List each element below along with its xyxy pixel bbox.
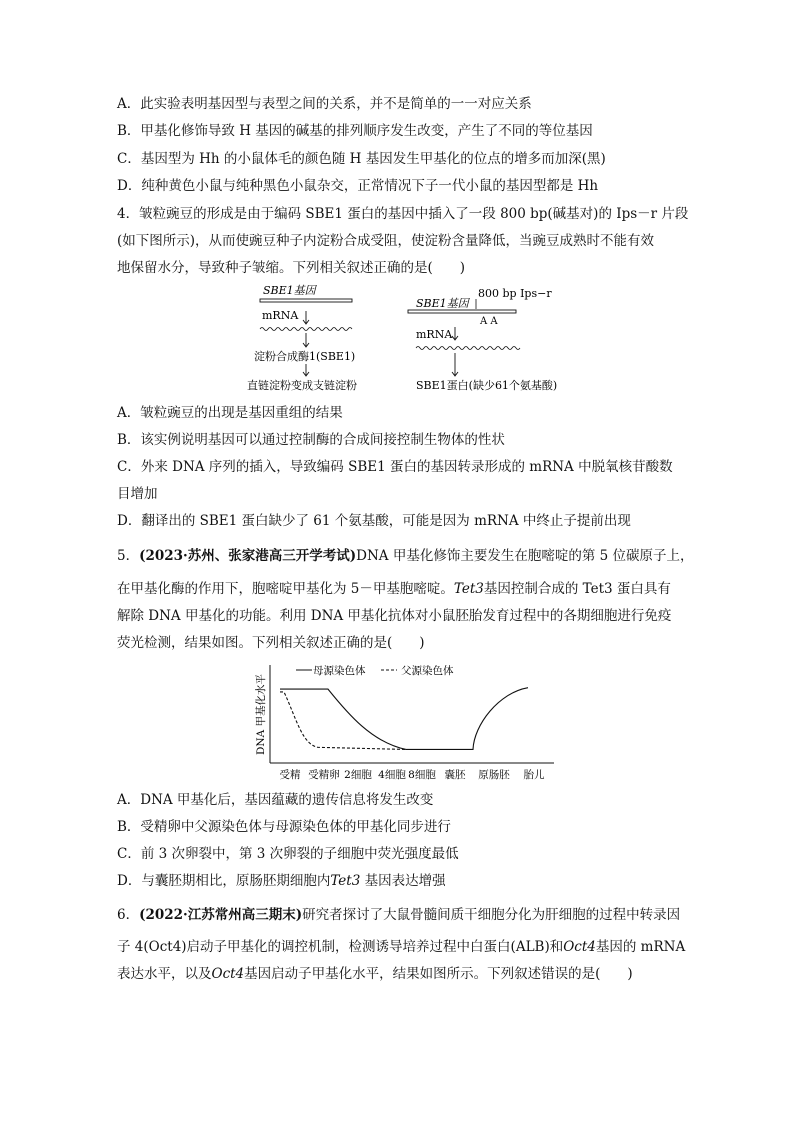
q6-gene-oct4-b: Oct4: [211, 966, 245, 982]
left-arrow-3: [303, 364, 309, 376]
q5-option-d: [117, 872, 446, 890]
x-tick-label: 4细胞: [378, 769, 406, 781]
q4-stem-line3: 地保留水分，导致种子皱缩。下列相关叙述正确的是( ): [117, 260, 466, 276]
legend-solid-label: 母源染色体: [313, 665, 366, 677]
series-line-maternal: [280, 688, 528, 750]
left-mrna-wave: [260, 328, 352, 331]
q5-stem-line3: 解除 DNA 甲基化的功能。利用 DNA 甲基化抗体对小鼠胚胎发育过程中的各期细胞进行免疫: [117, 608, 672, 624]
q4-option-a: A．皱粒豌豆的出现是基因重组的结果: [117, 405, 343, 421]
left-gene-label: SBE1基因: [263, 284, 316, 297]
left-arrow-1: [303, 311, 309, 324]
q5-option-d-gene: Tet3: [330, 873, 361, 889]
q4-option-b: B．该实例说明基因可以通过控制酶的合成间接控制生物体的性状: [117, 432, 505, 448]
x-tick-label: 囊胚: [444, 769, 466, 781]
right-arrow-2: [452, 353, 458, 376]
left-result-label: 直链淀粉变成支链淀粉: [247, 379, 357, 392]
q5-gene-tet3: Tet3: [453, 581, 484, 597]
q5-option-b: B．受精卵中父源染色体与母源染色体的甲基化同步进行: [117, 819, 451, 835]
q6-stem-line3: [117, 965, 633, 983]
q5-stem-line1: [117, 547, 694, 565]
q5-option-c: C．前 3 次卵裂中，第 3 次卵裂的子细胞中荧光强度最低: [117, 846, 459, 862]
q4-stem-line2: (如下图所示)，从而使豌豆种子内淀粉合成受阻，使淀粉含量降低，当豌豆成熟时不能有效: [117, 233, 655, 249]
q6-source: (2022·江苏常州高三期末): [139, 907, 303, 923]
q6-text-5: 基因启动子甲基化水平，结果如图所示。下列叙述错误的是( ): [244, 966, 633, 982]
q6-text-4: 表达水平，以及: [117, 966, 212, 982]
q5-option-a: A．DNA 甲基化后，基因蕴藏的遗传信息将发生改变: [117, 792, 434, 808]
right-insert-marks: A A: [480, 316, 498, 327]
q4-gene-diagram: [240, 283, 570, 395]
chart-y-label: DNA 甲基化水平: [255, 673, 267, 755]
x-tick-label: 原肠胚: [478, 769, 510, 781]
right-gene-bar: [408, 310, 516, 313]
q6-gene-oct4-a: Oct4: [563, 939, 596, 955]
q6-stem-line2: [117, 938, 685, 956]
q6-number: 6．: [117, 907, 140, 923]
methylation-chart: [250, 660, 560, 782]
right-mrna-label: mRNA: [416, 328, 453, 341]
left-arrow-2: [303, 333, 309, 347]
q4-stem-line1: 4．皱粒豌豆的形成是由于编码 SBE1 蛋白的基因中插入了一段 800 bp(碱基对)的 Ips－r 片段: [117, 206, 689, 222]
right-gene-label: SBE1基因: [416, 297, 469, 310]
q6-text-3: 基因的 mRNA: [595, 939, 686, 955]
right-insert-label: 800 bp Ips−r: [478, 287, 552, 300]
x-tick-label: 8细胞: [408, 769, 436, 781]
q6-text-1: 研究者探讨了大鼠骨髓间质干细胞分化为肝细胞的过程中转录因: [302, 907, 681, 923]
left-mrna-label: mRNA: [262, 309, 299, 322]
q5-text-2: 在甲基化酶的作用下，胞嘧啶甲基化为 5－甲基胞嘧啶。: [117, 581, 454, 597]
series-line-paternal: [280, 692, 406, 750]
legend-dash-label: 父源染色体: [401, 665, 454, 677]
right-mrna-wave: [416, 347, 520, 350]
left-gene-bar: [260, 299, 352, 302]
q3-option-b: B．甲基化修饰导致 H 基因的碱基的排列顺序发生改变，产生了不同的等位基因: [117, 123, 593, 139]
q5-text-1: DNA 甲基化修饰主要发生在胞嘧啶的第 5 位碳原子上，: [356, 548, 694, 564]
q4-option-c-cont: 目增加: [117, 486, 158, 502]
left-enzyme-label: 淀粉合成酶1(SBE1): [254, 350, 356, 363]
q5-number: 5．: [117, 548, 140, 564]
x-tick-label: 受精卵: [308, 769, 340, 781]
q3-option-a: A．此实验表明基因型与表型之间的关系，并不是简单的一一对应关系: [117, 96, 532, 112]
q5-stem-line4: 荧光检测，结果如图。下列相关叙述正确的是( ): [117, 635, 425, 651]
q5-option-d-tail: 基因表达增强: [360, 873, 446, 889]
q5-source: (2023·苏州、张家港高三开学考试): [139, 548, 357, 564]
q5-option-d-text: D．与囊胚期相比，原肠胚期细胞内: [117, 873, 331, 889]
x-tick-label: 胎儿: [523, 769, 545, 781]
x-tick-label: 受精: [279, 769, 301, 781]
q3-option-c: C．基因型为 Hh 的小鼠体毛的颜色随 H 基因发生甲基化的位点的增多而加深(黑): [117, 151, 606, 167]
q3-option-d: D．纯种黄色小鼠与纯种黑色小鼠杂交，正常情况下子一代小鼠的基因型都是 Hh: [117, 178, 599, 194]
x-tick-label: 2细胞: [344, 769, 372, 781]
q6-stem-line1: [117, 906, 680, 924]
q4-option-d: D．翻译出的 SBE1 蛋白缺少了 61 个氨基酸，可能是因为 mRNA 中终止子提前出现: [117, 513, 631, 529]
q6-text-2: 子 4(Oct4)启动子甲基化的调控机制，检测诱导培养过程中白蛋白(ALB)和: [117, 939, 564, 955]
q5-text-3: 基因控制合成的 Tet3 蛋白具有: [483, 581, 671, 597]
right-arrow-1: [452, 327, 458, 340]
q4-option-c: C．外来 DNA 序列的插入，导致编码 SBE1 蛋白的基因转录形成的 mRNA 中脱氧核苷酸数: [117, 459, 673, 475]
right-result-label: SBE1蛋白(缺少61个氨基酸): [416, 379, 558, 392]
q5-stem-line2: [117, 580, 671, 598]
